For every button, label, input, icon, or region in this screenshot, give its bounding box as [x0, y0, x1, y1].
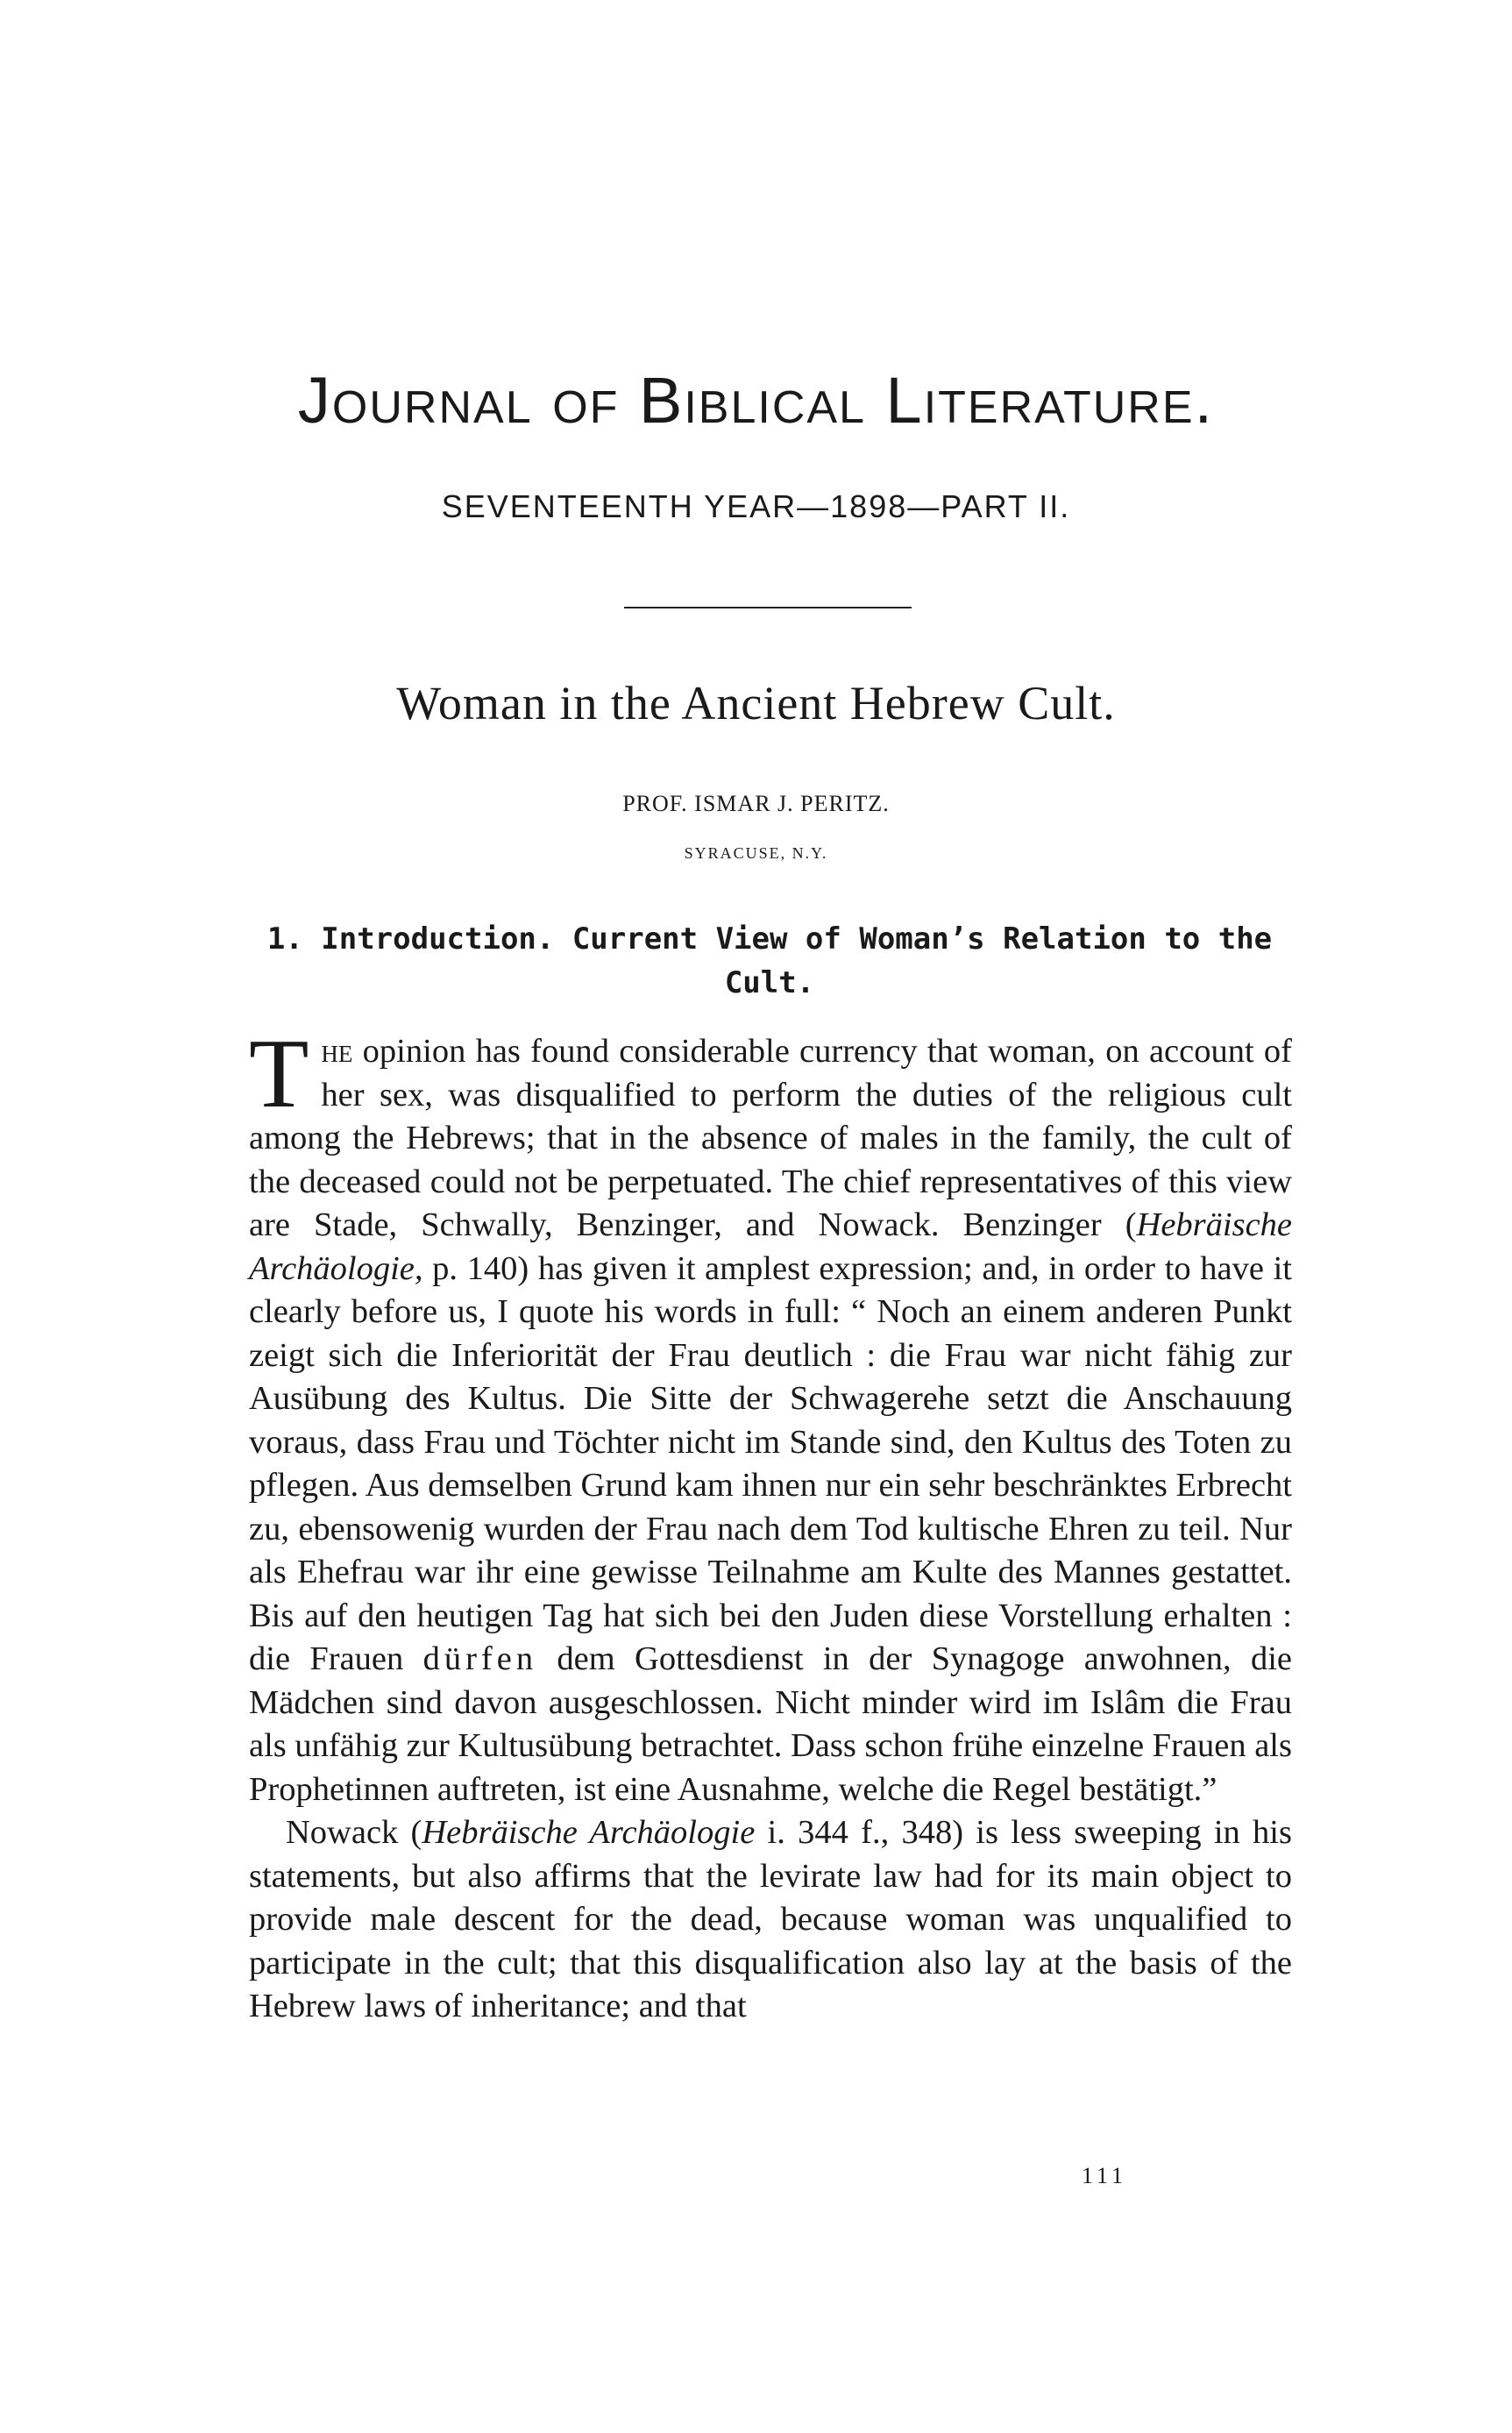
journal-title: [0, 364, 1512, 437]
article-title: Woman in the Ancient Hebrew Cult.: [396, 677, 1116, 729]
emphasis-duerfen: dürfen: [422, 1640, 538, 1677]
paragraph-1-lead: he: [321, 1033, 353, 1070]
paragraph-1-text-b: p. 140) has given it amplest expression; and, in order to have it clearly before us, I quote his words in full: “ Noch an einem anderen Punkt zeigt sich die Inferiorität der Frau deutlich : die Frau war nicht fähig zur Ausübung des Kultus. Die Sitte der Schwagerehe setzt die Anschauung voraus, dass Frau und Töchter nicht im Stande sind, den Kultus des Toten zu pflegen. Aus demselben Grund kam ihnen nur ein sehr beschränktes Erbrecht zu, ebensowenig wurden der Frau nach dem Tod kultische Ehren zu teil. Nur als Ehefrau war ihr eine gewisse Teilnahme am Kulte des Mannes gestattet. Bis auf den heutigen Tag hat sich bei den Juden diese Vorstellung erhalten : die Frauen: [249, 1249, 1292, 1677]
citation-benzinger: Hebräische Archäologie,: [249, 1206, 1292, 1287]
journal-title-text: Journal of Biblical Literature.: [297, 364, 1215, 437]
author-location: SYRACUSE, N.Y.: [684, 844, 828, 862]
paragraph-1-text-c: dem Gottesdienst in der Synagoge anwohnen, die Mädchen sind davon ausgeschlossen. Nicht minder wird im Islâm die Frau als unfähig zur Kultusübung betrachtet. Dass schon frühe einzelne Frauen als Prophetinnen auftreten, ist eine Ausnahme, welche die Regel bestätigt.”: [249, 1640, 1292, 1808]
journal-year-line: SEVENTEENTH YEAR—1898—PART II.: [441, 488, 1071, 524]
paragraph-2-text-a: Nowack (: [286, 1814, 422, 1851]
citation-nowack: Hebräische Archäologie: [422, 1814, 756, 1851]
article-body: [249, 1020, 1292, 2029]
drop-cap: T: [249, 1020, 309, 1128]
paragraph-1: [249, 1020, 1292, 1811]
title-divider: [624, 607, 912, 608]
page-number: 111: [1081, 2163, 1128, 2188]
paragraph-2-text-b: i. 344 f., 348) is less sweeping in his statements, but also affirms that the levirate law had for its main object to provide male descent for the dead, because woman was unqualified to participate in the cult; that this disqualification also lay at the basis of the Hebrew laws of inheritance; and that: [249, 1814, 1292, 2024]
paragraph-1-text-a: opinion has found considerable currency that woman, on account of her sex, was disqualified to perform the duties of the religious cult among the Hebrews; that in the absence of males in the family, the cult of the deceased could not be perpetuated. The chief representatives of this view are Stade, Schwally, Benzinger, and Nowack. Benzinger (: [249, 1033, 1292, 1243]
paragraph-2: [249, 1811, 1292, 2029]
section-heading: 1. Introduction. Current View of Woman’s Relation to the Cult.: [266, 921, 1273, 1000]
article-author: PROF. ISMAR J. PERITZ.: [622, 791, 890, 816]
